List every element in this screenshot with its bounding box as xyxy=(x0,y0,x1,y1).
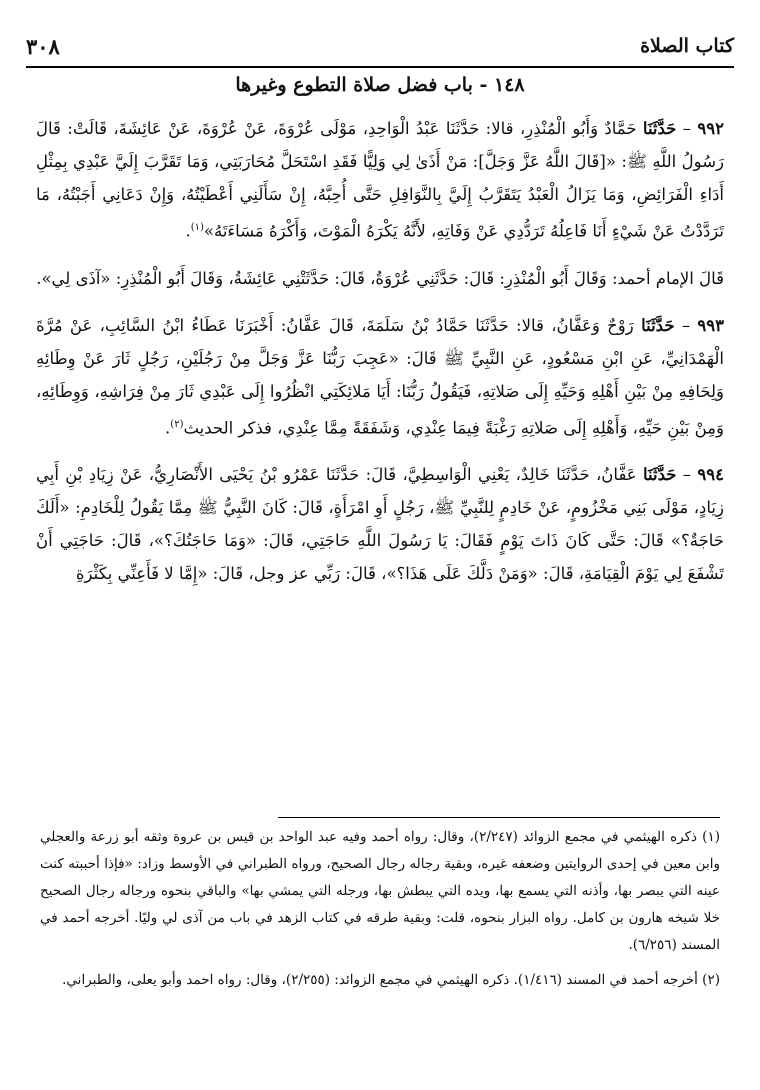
hadith-lead: حَدَّثَنَا xyxy=(642,119,677,138)
hadith-number: ٩٩٤ xyxy=(697,465,724,484)
hadith-paragraph xyxy=(36,262,724,295)
hadith-number: ٩٩٢ xyxy=(697,119,724,138)
footnote: (١) ذكره الهيثمي في مجمع الزوائد (٢/٢٤٧)، وقال: رواه أحمد وفيه عبد الواحد بن قيس بن عروة وثقه أبو زرعة والعجلي وابن معين في إحدى الروايتين وضعفه غيره، وبقية رجاله رجال الصحيح، ورواه الطبراني في الأوسط وزاد: «فإذا أحببته كنت عينه التي يبصر بها، وأذنه التي يسمع بها، ويده التي يبطش بها، ورجله التي يمشي بها» والباقي بنحوه ورجاله رجال الصحيح خلا شيخه هارون بن كامل. رواه البزار بنحوه، قلت: وبقية طرقه في كتاب الزهد في باب من آذى لي وليًا. أخرجه أحمد في المسند (٦/٢٥٦). xyxy=(40,829,720,953)
hadith-text: حَمَّادٌ وَأَبُو الْمُنْذِرِ، قالا: حَدَّثَنَا عَبْدُ الْوَاحِدِ، مَوْلَى عُرْوَةَ، عَنْ عُرْوَةَ، عَنْ عَائِشَةَ، قَالَتْ: قَالَ رَسُولُ اللَّهِ ﷺ: «[قَالَ اللَّهُ عَزَّ وَجَلَّ]: مَنْ أَذَىٰ لِي وَلِيًّا فَقَدِ اسْتَحَلَّ مُحَارَبَتِي، وَمَا تَقَرَّبَ إِلَيَّ عَبْدِي بِمِثْلِ أَدَاءِ الْفَرَائِضِ، وَمَا يَزَالُ الْعَبْدُ يَتَقَرَّبُ إِلَيَّ بِالنَّوَافِلِ حَتَّى أُحِبَّهُ، إِنْ سَأَلَنِي أَعْطَيْتُهُ، وَإِنْ دَعَانِي أَجَبْتُهُ، مَا تَرَدَّدْتُ عَنْ شَيْءٍ أَنَا فَاعِلُهُ تَرَدُّدِي عَنْ وَفَاتِهِ، لأَنَّهُ يَكْرَهُ الْمَوْتَ، وَأَكْرَهُ مَسَاءَتَهُ» xyxy=(36,119,724,241)
book-title: كتاب الصلاة xyxy=(640,35,734,57)
footnote: (٢) أخرجه أحمد في المسند (١/٤١٦). ذكره الهيثمي في مجمع الزوائد: (٢/٢٥٥)، وقال: رواه احمد وأبو يعلى، والطبراني. xyxy=(62,972,720,988)
hadith-paragraph: ٩٩٣ – حَدَّثَنَا رَوْحٌ وَعَفَّانُ، قالا: حَدَّثَنَا حَمَّادُ بْنُ سَلَمَةَ، قَالَ عَفَّانُ: أَخْبَرَنَا عَطَاءُ ابْنُ السَّائِبِ، عَنْ مُرَّةَ الْهَمْدَانِيِّ، عَنِ ابْنِ مَسْعُودٍ، عَنِ النَّبِيِّ ﷺ قَالَ: «عَجِبَ رَبُّنَا عَزَّ وَجَلَّ مِنْ رَجُلَيْنِ، رَجُلٍ ثَارَ عَنْ وِطَائِهِ وَلِحَافِهِ مِنْ بَيْنِ أَهْلِهِ وَحَيِّهِ إِلَى صَلاتِهِ، فَيَقُولُ رَبُّنَا: أَيَا مَلائِكَتِي انْظُرُوا إِلَى عَبْدِي ثَارَ مِنْ فِرَاشِهِ، وَوِطَائِهِ، وَمِنْ بَيْنِ حَيِّهِ، وَأَهْلِهِ إِلَى صَلاتِهِ رَغْبَةً فِيمَا عِنْدِي، وَشَفَقَةً مِمَّا عِنْدِي، فذكر الحديث$^{(٢)}$. xyxy=(36,315,724,437)
hadith-text: عَفَّانُ، حَدَّثَنَا خَالِدٌ، يَعْنِي الْوَاسِطِيَّ، قَالَ: حَدَّثَنَا عَمْرُو بْنُ يَحْيَى الأَنْصَارِيُّ، عَنْ زِيَادِ بْنِ أَبِي زِيَادٍ، مَوْلَى بَنِي مَخْزُومٍ، عَنْ خَادِمٍ لِلنَّبِيِّ ﷺ، رَجُلٍ أَوِ امْرَأَةٍ، قَالَ: كَانَ النَّبِيُّ ﷺ مِمَّا يَقُولُ لِلْخَادِمِ: «أَلَكَ حَاجَةٌ؟» قَالَ: حَتَّى كَانَ ذَاتَ يَوْمٍ فَقَالَ: يَا رَسُولَ اللَّهِ حَاجَتِي، قَالَ: «وَمَا حَاجَتُكَ؟»، قَالَ: حَاجَتِي أَنْ تَشْفَعَ لِي يَوْمَ الْقِيَامَةِ، قَالَ: «وَمَنْ دَلَّكَ عَلَى هَذَا؟»، قَالَ: رَبِّي عز وجل، قَالَ: «إِمَّا لا فَأَعِنِّي بِكَثْرَةِ xyxy=(36,465,724,583)
hadith-text: رَوْحٌ وَعَفَّانُ، قالا: حَدَّثَنَا حَمَّادُ بْنُ سَلَمَةَ، قَالَ عَفَّانُ: أَخْبَرَنَا عَطَاءُ ابْنُ السَّائِبِ، عَنْ مُرَّةَ الْهَمْدَانِيِّ، عَنِ ابْنِ مَسْعُودٍ، عَنِ النَّبِيِّ ﷺ قَالَ: «عَجِبَ رَبُّنَا عَزَّ وَجَلَّ مِنْ رَجُلَيْنِ، رَجُلٍ ثَارَ عَنْ وِطَائِهِ وَلِحَافِهِ مِنْ بَيْنِ أَهْلِهِ وَحَيِّهِ إِلَى صَلاتِهِ، فَيَقُولُ رَبُّنَا: أَيَا مَلائِكَتِي انْظُرُوا إِلَى عَبْدِي ثَارَ مِنْ فِرَاشِهِ، وَوِطَائِهِ، وَمِنْ بَيْنِ حَيِّهِ، وَأَهْلِهِ إِلَى صَلاتِهِ رَغْبَةً فِيمَا عِنْدِي، وَشَفَقَةً مِمَّا عِنْدِي، فذكر الحديث xyxy=(36,315,724,437)
hadith-paragraph: ٩٩٢ – حَدَّثَنَا حَمَّادٌ وَأَبُو الْمُنْذِرِ، قالا: حَدَّثَنَا عَبْدُ الْوَاحِدِ، مَوْلَى عُرْوَةَ، عَنْ عُرْوَةَ، عَنْ عَائِشَةَ، قَالَتْ: قَالَ رَسُولُ اللَّهِ ﷺ: «[قَالَ اللَّهُ عَزَّ وَجَلَّ]: مَنْ أَذَىٰ لِي وَلِيًّا فَقَدِ اسْتَحَلَّ مُحَارَبَتِي، وَمَا تَقَرَّبَ إِلَيَّ عَبْدِي بِمِثْلِ أَدَاءِ الْفَرَائِضِ، وَمَا يَزَالُ الْعَبْدُ يَتَقَرَّبُ إِلَيَّ بِالنَّوَافِلِ حَتَّى أُحِبَّهُ، إِنْ سَأَلَنِي أَعْطَيْتُهُ، وَإِنْ دَعَانِي أَجَبْتُهُ، مَا تَرَدَّدْتُ عَنْ شَيْءٍ أَنَا فَاعِلُهُ تَرَدُّدِي عَنْ وَفَاتِهِ، لأَنَّهُ يَكْرَهُ الْمَوْتَ، وَأَكْرَهُ مَسَاءَتَهُ»$^{(١)}$. xyxy=(36,119,724,241)
hadith-lead: حَدَّثَنَا xyxy=(642,465,677,484)
hadith-text: قَالَ الإمام أحمد: وَقَالَ أَبُو الْمُنْذِرِ: قَالَ: حَدَّثَنِي عُرْوَةُ، قَالَ: حَدَّثَتْنِي عَائِشَةُ، وَقَالَ أَبُو الْمُنْذِرِ: «آذَى لِي». xyxy=(36,268,724,288)
main-text xyxy=(36,112,724,604)
footnote-ref[interactable]: (١) xyxy=(190,222,204,233)
hadith-number: ٩٩٣ xyxy=(697,315,724,335)
footnotes xyxy=(40,824,720,1002)
page-header xyxy=(26,30,734,62)
footnote-divider xyxy=(278,817,720,818)
hadith-paragraph: ٩٩٤ – حَدَّثَنَا عَفَّانُ، حَدَّثَنَا خَالِدٌ، يَعْنِي الْوَاسِطِيَّ، قَالَ: حَدَّثَنَا عَمْرُو بْنُ يَحْيَى الأَنْصَارِيُّ، عَنْ زِيَادِ بْنِ أَبِي زِيَادٍ، مَوْلَى بَنِي مَخْزُومٍ، عَنْ خَادِمٍ لِلنَّبِيِّ ﷺ، رَجُلٍ أَوِ امْرَأَةٍ، قَالَ: كَانَ النَّبِيُّ ﷺ مِمَّا يَقُولُ لِلْخَادِمِ: «أَلَكَ حَاجَةٌ؟» قَالَ: حَتَّى كَانَ ذَاتَ يَوْمٍ فَقَالَ: يَا رَسُولَ اللَّهِ حَاجَتِي، قَالَ: «وَمَا حَاجَتُكَ؟»، قَالَ: حَاجَتِي أَنْ تَشْفَعَ لِي يَوْمَ الْقِيَامَةِ، قَالَ: «وَمَنْ دَلَّكَ عَلَى هَذَا؟»، قَالَ: رَبِّي عز وجل، قَالَ: «إِمَّا لا فَأَعِنِّي بِكَثْرَةِ xyxy=(36,465,724,583)
page-number: ٣٠٨ xyxy=(26,33,60,59)
header-divider xyxy=(26,66,734,68)
footnote-ref[interactable]: (٢) xyxy=(170,418,184,430)
hadith-lead: حَدَّثَنَا xyxy=(641,315,675,335)
chapter-title: ١٤٨ - باب فضل صلاة التطوع وغيرها xyxy=(235,74,525,96)
